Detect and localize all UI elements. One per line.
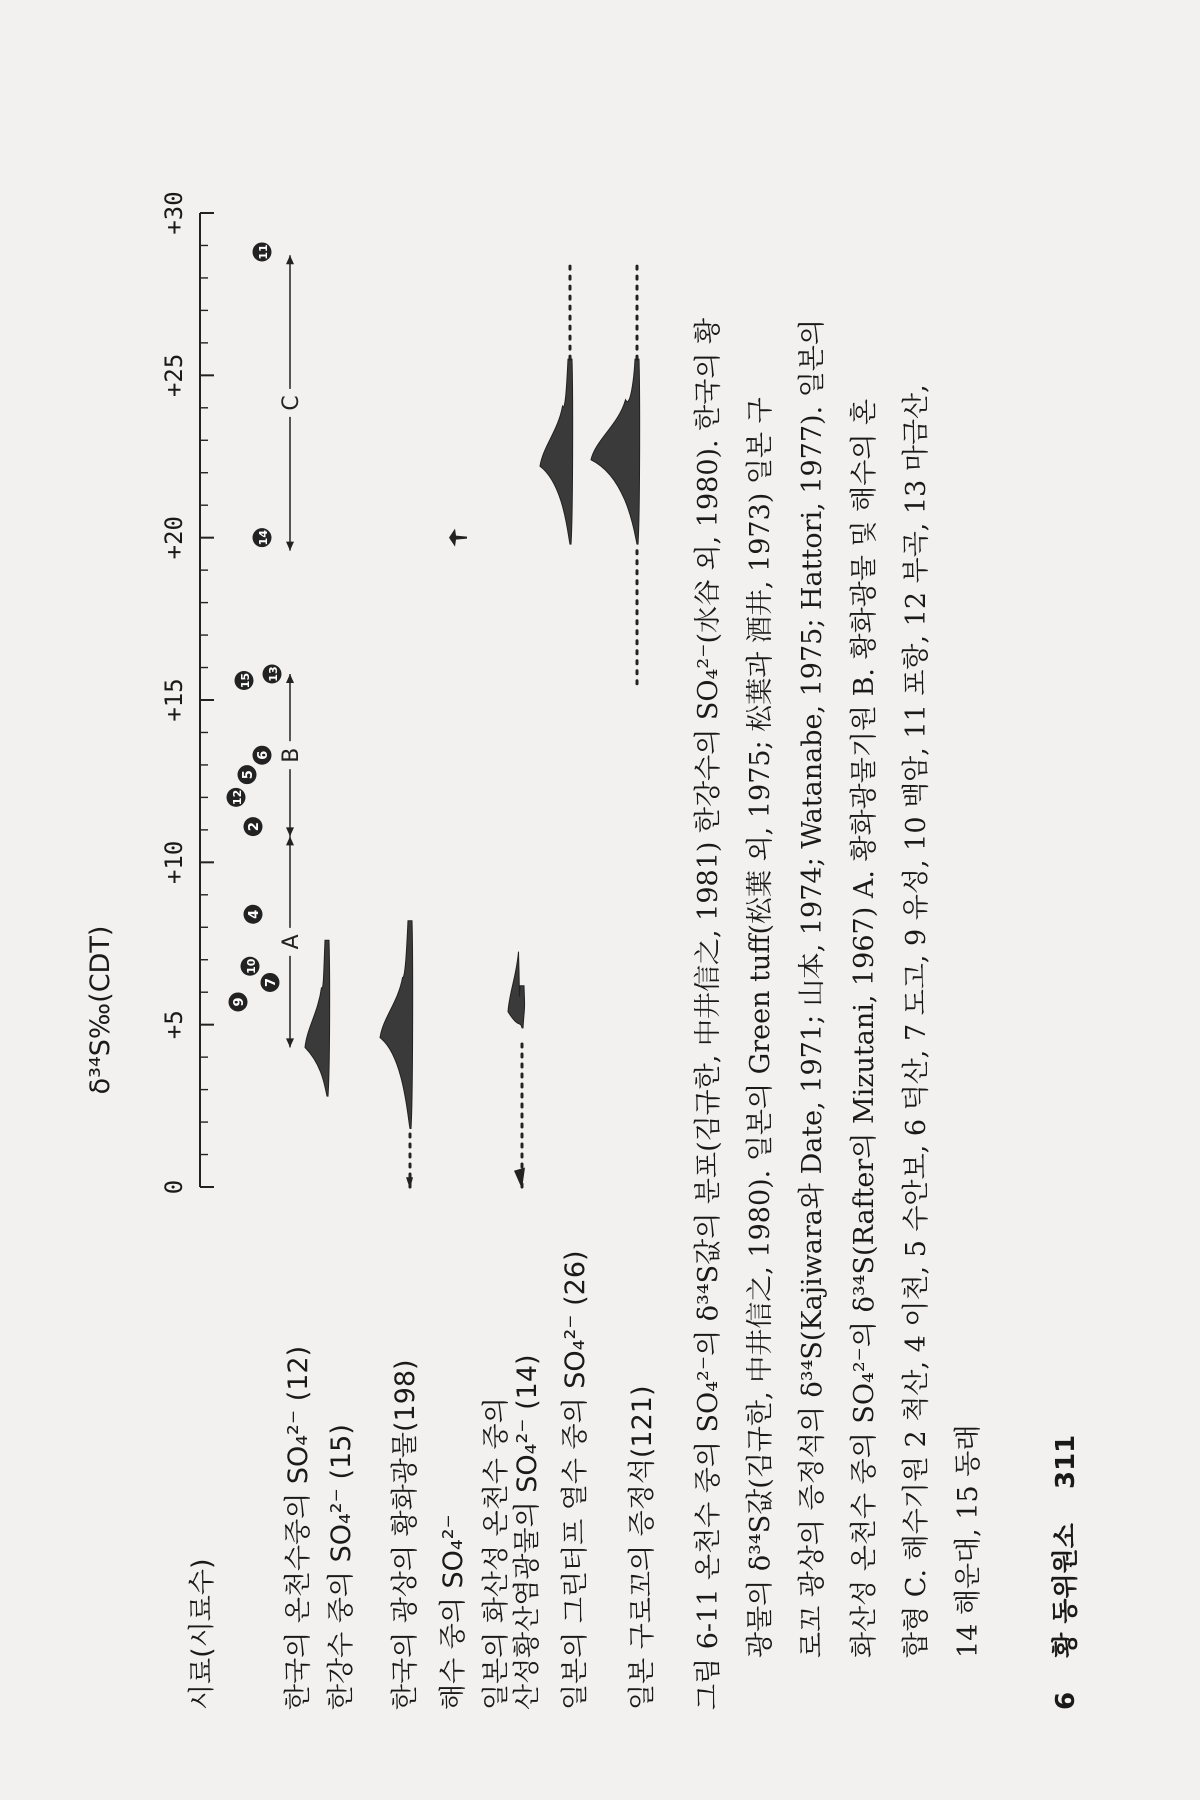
row-label-seawater: 해수 중의 SO₄²⁻ xyxy=(438,1514,469,1710)
tick-label: +25 xyxy=(160,353,188,398)
range-arrowhead xyxy=(286,542,294,551)
row-label-kuroko: 일본 구로꼬의 증정석(121) xyxy=(627,1385,658,1710)
caption-line: 광물의 δ³⁴S값(김규한, 中井信之, 1980). 일본의 Green tuff(松葉 외, 1975; 松葉과 酒井, 1973) 일본 구 xyxy=(745,397,776,1658)
tick-label: +5 xyxy=(160,1010,188,1040)
range-arrowhead xyxy=(286,255,294,264)
distribution-shape xyxy=(508,952,525,1028)
distribution-shape xyxy=(380,921,413,1129)
sample-point-label: 12 xyxy=(231,789,244,806)
distribution-shape xyxy=(540,359,573,544)
tick-label: 0 xyxy=(160,1179,188,1195)
tick-label: +15 xyxy=(160,678,188,722)
row-label-sulfide: 한국의 광상의 황화광물(198) xyxy=(390,1359,421,1710)
distribution-shape xyxy=(591,359,640,544)
seawater-spike xyxy=(449,529,467,547)
sample-point-label: 11 xyxy=(257,244,270,260)
range-label: A xyxy=(279,934,304,950)
caption-line: 로꼬 광상의 증정석의 δ³⁴S(Kajiwara와 Date, 1971; 山本, 1974; Watanabe, 1975; Hattori, 1977). 일본의 xyxy=(797,319,828,1658)
sample-point-label: 5 xyxy=(241,770,256,780)
sample-point-label: 6 xyxy=(256,750,271,760)
sample-point-label: 15 xyxy=(239,672,252,689)
zero-mark xyxy=(406,1177,413,1189)
row-label-greentuff: 일본의 그린터프 열수 중의 SO₄²⁻ (26) xyxy=(560,1250,591,1710)
row-label-japan-volcanic-2: 산성황산염광물의 SO₄²⁻ (14) xyxy=(512,1354,543,1710)
caption-line: 화산성 온천수 중의 SO₄²⁻의 δ³⁴S(Rafter의 Mizutani, 1967) A. 황화광물기원 B. 황화광물 및 해수의 혼 xyxy=(849,398,880,1658)
chapter-title: 황 동위원소 xyxy=(1051,1523,1081,1658)
row-label-japan-volcanic-1: 일본의 화산성 온천수 중의 xyxy=(481,1397,512,1710)
caption-line: 그림 6-11 온천수 중의 SO₄²⁻의 δ³⁴S값의 분포(김규한, 中井信之, 1981) 한강수의 SO₄²⁻(水谷 외, 1980). 한국의 황 xyxy=(693,317,724,1710)
row-label-hangang: 한강수 중의 SO₄²⁻ (15) xyxy=(326,1424,357,1710)
axis-title: δ³⁴S‰(CDT) xyxy=(85,925,116,1095)
tick-label: +10 xyxy=(160,840,188,885)
caption-line: 14 해운대, 15 동래 xyxy=(953,1424,984,1658)
distribution-shape xyxy=(305,940,330,1096)
figure-caption xyxy=(683,90,995,1710)
sample-point-label: 10 xyxy=(245,958,258,974)
row-label-hotspring: 한국의 온천수중의 SO₄²⁻ (12) xyxy=(283,1345,314,1710)
range-arrowhead xyxy=(286,674,294,683)
sample-point-label: 13 xyxy=(267,666,280,682)
range-label: C xyxy=(279,395,304,411)
range-arrowhead xyxy=(286,836,294,845)
sample-point-label: 14 xyxy=(257,530,270,546)
tick-label: +30 xyxy=(160,191,188,235)
column-header: 시료(시료수) xyxy=(187,1558,218,1710)
page-number: 311 xyxy=(1051,1434,1081,1490)
range-arrowhead xyxy=(286,1038,294,1047)
caption-line: 합형 C. 해수기원 2 척산, 4 이천, 5 수안보, 6 덕산, 7 도고, 9 유성, 10 백암, 11 포항, 12 부곡, 13 마금산, xyxy=(901,384,932,1658)
range-arrowhead xyxy=(286,827,294,836)
sample-point-label: 9 xyxy=(232,997,247,1007)
sample-point-label: 7 xyxy=(264,977,279,987)
range-label: B xyxy=(279,747,304,763)
sample-point-label: 2 xyxy=(247,822,262,832)
sample-point-label: 4 xyxy=(247,909,262,919)
tick-label: +20 xyxy=(160,515,188,560)
running-footer xyxy=(1045,1435,1082,1710)
chapter-number: 6 xyxy=(1051,1691,1081,1710)
